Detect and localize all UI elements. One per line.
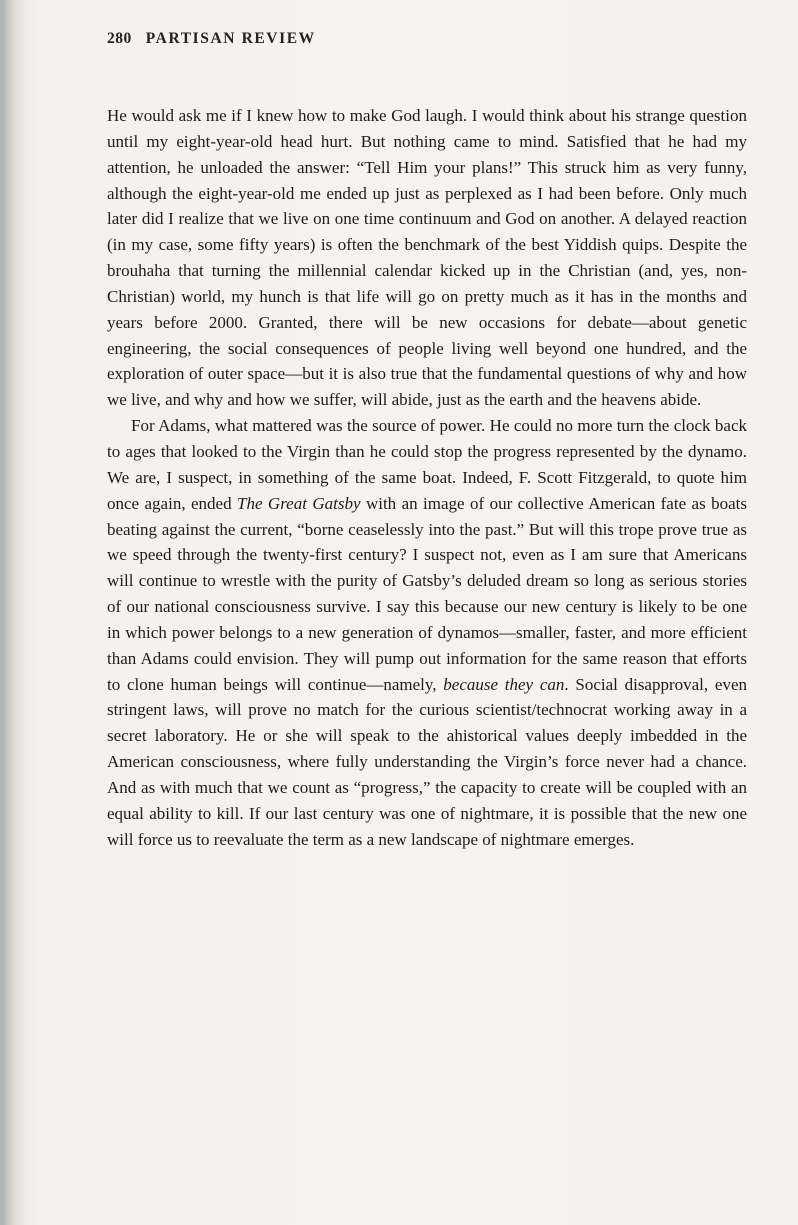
text-run: For Adams, what mattered was the source of power. He could no more turn the clock back to ages that looked to the Virgin than he could stop the progress represented by the dynamo. We are, I suspect, in something of the same boat. Indeed, F. Scott Fitzgerald, to quote him once again, ended <box>107 416 747 513</box>
journal-title: PARTISAN REVIEW <box>145 30 316 47</box>
text-run: with an image of our collective American fate as boats beating against the current, “borne ceaselessly into the past.” But will this trope prove true as we speed through the twenty-first century? I suspect not, even as I am sure that Americans will continue to wrestle with the purity of Gatsby’s deluded dream so long as serious stories of our national consciousness survive. I say this because our new century is likely to be one in which power belongs to a new generation of dynamos—smaller, faster, and more efficient than Adams could envision. They will pump out information for the same reason that efforts to clone human beings will continue—namely, <box>107 493 747 694</box>
scan-gutter-highlight <box>2 0 5 1225</box>
paragraph <box>107 103 747 413</box>
running-head <box>107 30 316 48</box>
paragraph <box>107 413 747 852</box>
italic-text-run: The Great Gatsby <box>237 493 361 513</box>
text-run: . Social disapproval, even stringent laws, will prove no match for the curious scientist/technocrat working away in a secret laboratory. He or she will speak to the ahistorical values deeply imbedded in the American consciousness, where fully understanding the Virgin’s force never had a chance. And as with much that we count as “progress,” the capacity to create will be coupled with an equal ability to kill. If our last century was one of nightmare, it is possible that the new one will force us to reevaluate the term as a new landscape of nightmare emerges. <box>107 674 747 849</box>
italic-text-run: because they can <box>443 674 565 694</box>
page-number: 280 <box>107 30 132 47</box>
text-run: He would ask me if I knew how to make God laugh. I would think about his strange question until my eight-year-old head hurt. But nothing came to mind. Satisfied that he had my attention, he unloaded the answer: “Tell Him your plans!” This struck him as very funny, although the eight-year-old me ended up just as perplexed as I had been before. Only much later did I realize that we live on one time continuum and God on another. A delayed reaction (in my case, some fifty years) is often the benchmark of the best Yiddish quips. Despite the brouhaha that turning the millennial calendar kicked up in the Christian (and, yes, non-Christian) world, my hunch is that life will go on pretty much as it has in the months and years before 2000. Granted, there will be new occasions for debate—about genetic engineering, the social consequences of people living well beyond one hundred, and the exploration of outer space—but it is also true that the fundamental questions of why and how we live, and why and how we suffer, will abide, just as the earth and the heavens abide. <box>107 106 747 410</box>
scan-gutter-shadow <box>0 0 26 1225</box>
body-text <box>107 103 747 852</box>
